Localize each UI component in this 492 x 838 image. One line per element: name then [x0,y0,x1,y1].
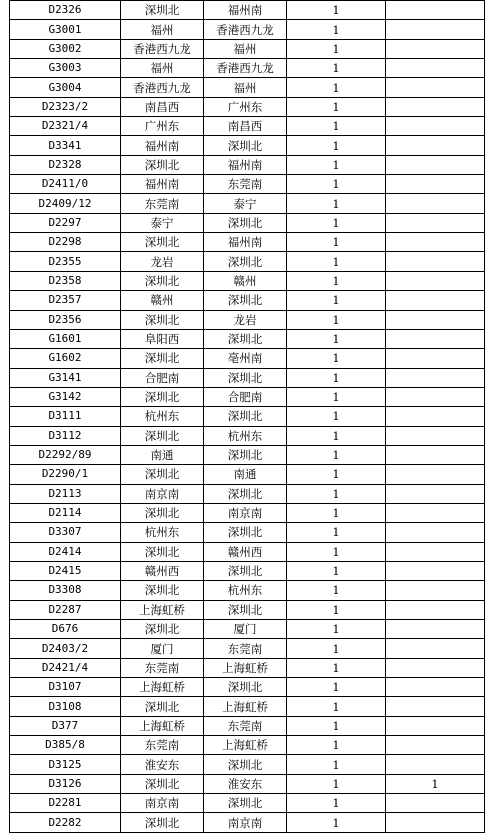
extra-count-cell [386,194,485,213]
train-number-cell: D2355 [10,252,121,271]
arrival-station-cell: 淮安东 [204,774,287,793]
table-row [10,233,485,252]
count-cell: 1 [287,774,386,793]
departure-station-cell: 南京南 [121,484,204,503]
table-row [10,59,485,78]
extra-count-cell [386,426,485,445]
train-number-cell: D377 [10,716,121,735]
extra-count-cell [386,329,485,348]
extra-count-cell [386,678,485,697]
table-row [10,310,485,329]
arrival-station-cell: 深圳北 [204,755,287,774]
arrival-station-cell: 东莞南 [204,716,287,735]
train-number-cell: D2290/1 [10,465,121,484]
count-cell: 1 [287,736,386,755]
table-row [10,484,485,503]
departure-station-cell: 深圳北 [121,813,204,832]
table-row [10,329,485,348]
train-number-cell: D2287 [10,600,121,619]
arrival-station-cell: 深圳北 [204,213,287,232]
table-row [10,542,485,561]
departure-station-cell: 上海虹桥 [121,716,204,735]
arrival-station-cell: 泰宁 [204,194,287,213]
extra-count-cell [386,716,485,735]
table-row [10,736,485,755]
table-row [10,445,485,464]
arrival-station-cell: 深圳北 [204,523,287,542]
table-row [10,291,485,310]
departure-station-cell: 阜阳西 [121,329,204,348]
table-row [10,794,485,813]
train-number-cell: D3107 [10,678,121,697]
extra-count-cell [386,523,485,542]
arrival-station-cell: 福州 [204,39,287,58]
count-cell: 1 [287,503,386,522]
departure-station-cell: 深圳北 [121,349,204,368]
arrival-station-cell: 厦门 [204,620,287,639]
count-cell: 1 [287,755,386,774]
arrival-station-cell: 福州南 [204,1,287,20]
table-row [10,117,485,136]
count-cell: 1 [287,39,386,58]
count-cell: 1 [287,716,386,735]
departure-station-cell: 福州 [121,59,204,78]
departure-station-cell: 深圳北 [121,465,204,484]
extra-count-cell [386,213,485,232]
extra-count-cell [386,39,485,58]
extra-count-cell [386,233,485,252]
extra-count-cell [386,484,485,503]
table-row [10,600,485,619]
arrival-station-cell: 上海虹桥 [204,736,287,755]
count-cell: 1 [287,465,386,484]
table-row [10,523,485,542]
train-schedule-table [9,0,485,833]
extra-count-cell [386,78,485,97]
extra-count-cell [386,813,485,832]
table-row [10,213,485,232]
table-row [10,155,485,174]
count-cell: 1 [287,117,386,136]
arrival-station-cell: 深圳北 [204,407,287,426]
table-row [10,813,485,832]
table-row [10,407,485,426]
extra-count-cell [386,542,485,561]
departure-station-cell: 南通 [121,445,204,464]
extra-count-cell [386,1,485,20]
train-number-cell: D2421/4 [10,658,121,677]
table-row [10,136,485,155]
extra-count-cell [386,155,485,174]
count-cell: 1 [287,1,386,20]
train-number-cell: G1601 [10,329,121,348]
table-row [10,774,485,793]
train-number-cell: D2321/4 [10,117,121,136]
table-row [10,426,485,445]
count-cell: 1 [287,310,386,329]
arrival-station-cell: 深圳北 [204,368,287,387]
count-cell: 1 [287,271,386,290]
extra-count-cell [386,407,485,426]
departure-station-cell: 杭州东 [121,407,204,426]
departure-station-cell: 南昌西 [121,97,204,116]
train-number-cell: D2292/89 [10,445,121,464]
arrival-station-cell: 福州南 [204,155,287,174]
count-cell: 1 [287,794,386,813]
departure-station-cell: 福州南 [121,136,204,155]
departure-station-cell: 杭州东 [121,523,204,542]
table-body [10,1,485,833]
count-cell: 1 [287,697,386,716]
count-cell: 1 [287,561,386,580]
extra-count-cell: 1 [386,774,485,793]
train-number-cell: D3126 [10,774,121,793]
departure-station-cell: 龙岩 [121,252,204,271]
arrival-station-cell: 深圳北 [204,445,287,464]
train-number-cell: D2357 [10,291,121,310]
departure-station-cell: 东莞南 [121,658,204,677]
count-cell: 1 [287,97,386,116]
table-row [10,97,485,116]
extra-count-cell [386,59,485,78]
table-row [10,639,485,658]
table-row [10,620,485,639]
train-number-cell: D3111 [10,407,121,426]
arrival-station-cell: 杭州东 [204,426,287,445]
table-row [10,503,485,522]
train-number-cell: D3108 [10,697,121,716]
train-number-cell: D2297 [10,213,121,232]
arrival-station-cell: 深圳北 [204,794,287,813]
arrival-station-cell: 东莞南 [204,639,287,658]
table-row [10,658,485,677]
table-row [10,20,485,39]
departure-station-cell: 香港西九龙 [121,78,204,97]
arrival-station-cell: 深圳北 [204,136,287,155]
count-cell: 1 [287,813,386,832]
train-number-cell: G3141 [10,368,121,387]
count-cell: 1 [287,620,386,639]
train-number-cell: D3112 [10,426,121,445]
extra-count-cell [386,20,485,39]
count-cell: 1 [287,194,386,213]
count-cell: 1 [287,20,386,39]
departure-station-cell: 东莞南 [121,194,204,213]
count-cell: 1 [287,78,386,97]
departure-station-cell: 深圳北 [121,620,204,639]
arrival-station-cell: 深圳北 [204,561,287,580]
count-cell: 1 [287,658,386,677]
extra-count-cell [386,136,485,155]
train-number-cell: D2356 [10,310,121,329]
departure-station-cell: 深圳北 [121,426,204,445]
extra-count-cell [386,445,485,464]
departure-station-cell: 赣州西 [121,561,204,580]
departure-station-cell: 上海虹桥 [121,678,204,697]
train-number-cell: D3307 [10,523,121,542]
departure-station-cell: 泰宁 [121,213,204,232]
train-number-cell: D3341 [10,136,121,155]
departure-station-cell: 深圳北 [121,503,204,522]
count-cell: 1 [287,426,386,445]
departure-station-cell: 深圳北 [121,542,204,561]
extra-count-cell [386,97,485,116]
table-row [10,678,485,697]
arrival-station-cell: 赣州 [204,271,287,290]
table-row [10,561,485,580]
extra-count-cell [386,503,485,522]
arrival-station-cell: 深圳北 [204,678,287,697]
extra-count-cell [386,291,485,310]
table-row [10,349,485,368]
departure-station-cell: 深圳北 [121,697,204,716]
arrival-station-cell: 深圳北 [204,329,287,348]
extra-count-cell [386,736,485,755]
arrival-station-cell: 深圳北 [204,600,287,619]
departure-station-cell: 厦门 [121,639,204,658]
extra-count-cell [386,368,485,387]
departure-station-cell: 赣州 [121,291,204,310]
count-cell: 1 [287,387,386,406]
departure-station-cell: 深圳北 [121,310,204,329]
departure-station-cell: 广州东 [121,117,204,136]
departure-station-cell: 合肥南 [121,368,204,387]
train-number-cell: D3125 [10,755,121,774]
train-number-cell: G1602 [10,349,121,368]
arrival-station-cell: 福州 [204,78,287,97]
arrival-station-cell: 福州南 [204,233,287,252]
train-number-cell: D2113 [10,484,121,503]
count-cell: 1 [287,252,386,271]
table-row [10,271,485,290]
departure-station-cell: 淮安东 [121,755,204,774]
train-number-cell: G3002 [10,39,121,58]
train-number-cell: G3001 [10,20,121,39]
arrival-station-cell: 上海虹桥 [204,658,287,677]
count-cell: 1 [287,445,386,464]
train-number-cell: G3003 [10,59,121,78]
arrival-station-cell: 赣州西 [204,542,287,561]
count-cell: 1 [287,233,386,252]
extra-count-cell [386,794,485,813]
count-cell: 1 [287,329,386,348]
count-cell: 1 [287,155,386,174]
count-cell: 1 [287,136,386,155]
arrival-station-cell: 龙岩 [204,310,287,329]
extra-count-cell [386,252,485,271]
count-cell: 1 [287,291,386,310]
extra-count-cell [386,175,485,194]
extra-count-cell [386,465,485,484]
arrival-station-cell: 南昌西 [204,117,287,136]
table-row [10,465,485,484]
train-number-cell: D2323/2 [10,97,121,116]
train-number-cell: D385/8 [10,736,121,755]
train-number-cell: D3308 [10,581,121,600]
extra-count-cell [386,349,485,368]
extra-count-cell [386,387,485,406]
departure-station-cell: 福州南 [121,175,204,194]
table-row [10,194,485,213]
departure-station-cell: 深圳北 [121,1,204,20]
departure-station-cell: 南京南 [121,794,204,813]
train-number-cell: D2298 [10,233,121,252]
arrival-station-cell: 杭州东 [204,581,287,600]
arrival-station-cell: 香港西九龙 [204,20,287,39]
table-row [10,387,485,406]
train-number-cell: D2358 [10,271,121,290]
count-cell: 1 [287,581,386,600]
departure-station-cell: 香港西九龙 [121,39,204,58]
count-cell: 1 [287,639,386,658]
train-number-cell: D2114 [10,503,121,522]
train-number-cell: D2328 [10,155,121,174]
table-row [10,581,485,600]
departure-station-cell: 福州 [121,20,204,39]
train-number-cell: G3142 [10,387,121,406]
arrival-station-cell: 东莞南 [204,175,287,194]
departure-station-cell: 深圳北 [121,774,204,793]
count-cell: 1 [287,368,386,387]
count-cell: 1 [287,407,386,426]
train-number-cell: D2281 [10,794,121,813]
count-cell: 1 [287,678,386,697]
arrival-station-cell: 南京南 [204,813,287,832]
departure-station-cell: 深圳北 [121,271,204,290]
train-number-cell: D2403/2 [10,639,121,658]
table-row [10,175,485,194]
extra-count-cell [386,658,485,677]
departure-station-cell: 上海虹桥 [121,600,204,619]
departure-station-cell: 深圳北 [121,387,204,406]
count-cell: 1 [287,523,386,542]
count-cell: 1 [287,600,386,619]
count-cell: 1 [287,175,386,194]
train-number-cell: D2409/12 [10,194,121,213]
extra-count-cell [386,310,485,329]
extra-count-cell [386,697,485,716]
train-number-cell: D2411/0 [10,175,121,194]
count-cell: 1 [287,484,386,503]
count-cell: 1 [287,213,386,232]
extra-count-cell [386,581,485,600]
table-row [10,697,485,716]
table-row [10,1,485,20]
arrival-station-cell: 深圳北 [204,484,287,503]
extra-count-cell [386,561,485,580]
arrival-station-cell: 亳州南 [204,349,287,368]
table-row [10,368,485,387]
train-number-cell: D2414 [10,542,121,561]
count-cell: 1 [287,349,386,368]
train-number-cell: G3004 [10,78,121,97]
arrival-station-cell: 南通 [204,465,287,484]
extra-count-cell [386,271,485,290]
table-row [10,716,485,735]
departure-station-cell: 深圳北 [121,581,204,600]
count-cell: 1 [287,59,386,78]
count-cell: 1 [287,542,386,561]
train-number-cell: D2282 [10,813,121,832]
table-row [10,252,485,271]
arrival-station-cell: 上海虹桥 [204,697,287,716]
arrival-station-cell: 合肥南 [204,387,287,406]
departure-station-cell: 东莞南 [121,736,204,755]
train-number-cell: D2326 [10,1,121,20]
extra-count-cell [386,117,485,136]
extra-count-cell [386,620,485,639]
table-row [10,39,485,58]
train-number-cell: D2415 [10,561,121,580]
train-number-cell: D676 [10,620,121,639]
extra-count-cell [386,639,485,658]
departure-station-cell: 深圳北 [121,155,204,174]
arrival-station-cell: 深圳北 [204,291,287,310]
arrival-station-cell: 深圳北 [204,252,287,271]
arrival-station-cell: 南京南 [204,503,287,522]
extra-count-cell [386,600,485,619]
arrival-station-cell: 广州东 [204,97,287,116]
arrival-station-cell: 香港西九龙 [204,59,287,78]
table-row [10,78,485,97]
departure-station-cell: 深圳北 [121,233,204,252]
table-row [10,755,485,774]
extra-count-cell [386,755,485,774]
